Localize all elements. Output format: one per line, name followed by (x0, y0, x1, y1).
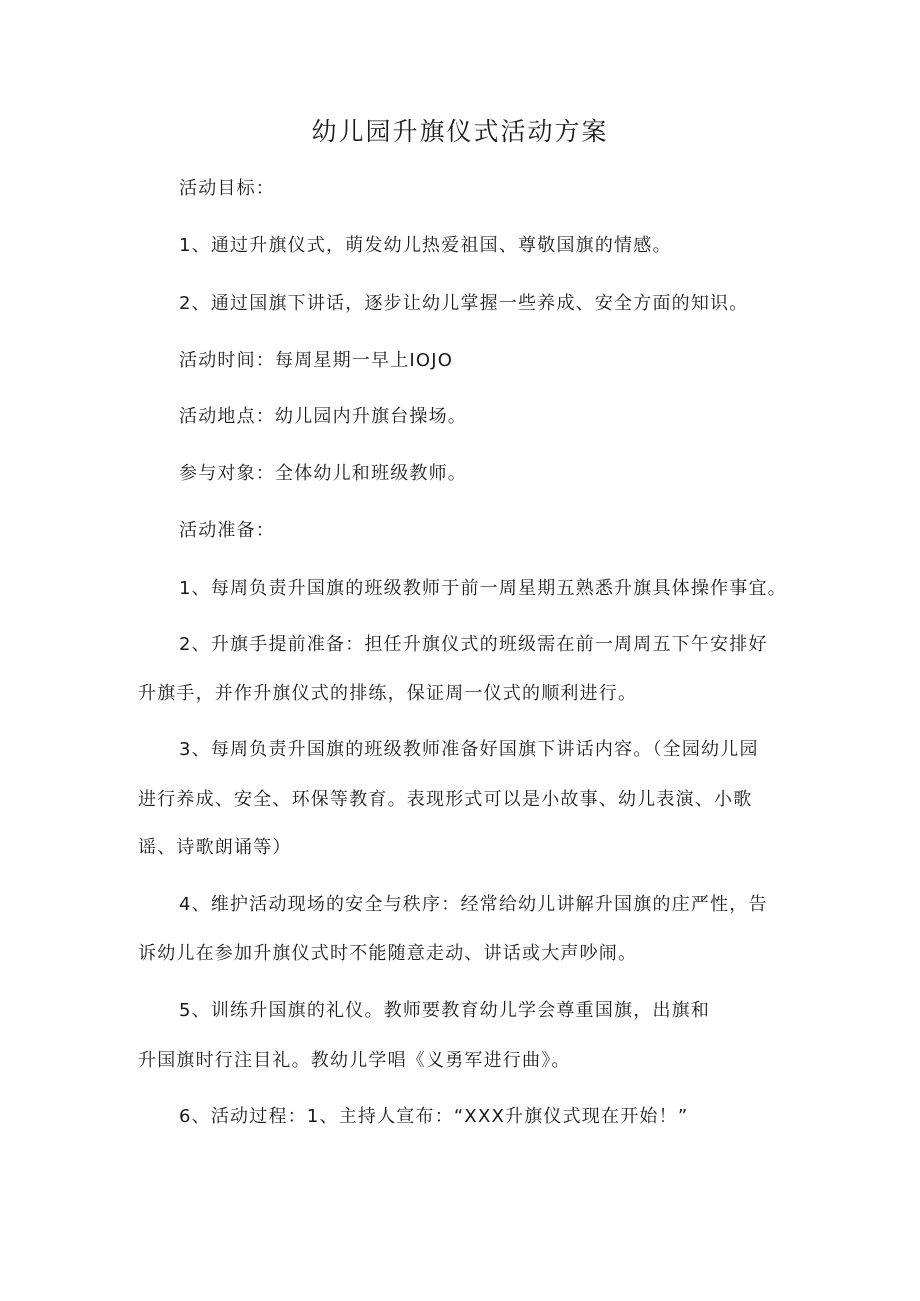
paragraph-line: 6、活动过程：1、主持人宣布：“XXX升旗仪式现在开始！” (179, 1106, 689, 1127)
document-title: 幼儿园升旗仪式活动方案 (311, 117, 609, 146)
paragraph-line: 2、升旗手提前准备：担任升旗仪式的班级需在前一周周五下午安排好 (179, 634, 768, 655)
paragraph-line: 5、训练升国旗的礼仪。教师要教育幼儿学会尊重国旗，出旗和 (179, 1000, 711, 1021)
paragraph-line: 谣、诗歌朗诵等） (138, 837, 292, 858)
paragraph-line: 进行养成、安全、环保等教育。表现形式可以是小故事、幼儿表演、小歌 (138, 789, 753, 810)
paragraph-line: 1、通过升旗仪式，萌发幼儿热爱祖国、尊敬国旗的情感。 (179, 235, 672, 256)
paragraph-line: 1、每周负责升国旗的班级教师于前一周星期五熟悉升旗具体操作事宜。 (179, 578, 787, 599)
paragraph-line: 3、每周负责升国旗的班级教师准备好国旗下讲话内容。（全园幼儿园 (179, 739, 759, 760)
activity-time-line: 活动时间：每周星期一早上IOJO (179, 350, 454, 371)
paragraph-line: 4、维护活动现场的安全与秩序：经常给幼儿讲解升国旗的庄严性，告 (179, 894, 768, 915)
section-heading-goals: 活动目标： (179, 178, 275, 199)
activity-location-line: 活动地点：幼儿园内升旗台操场。 (179, 406, 467, 427)
paragraph-line: 2、通过国旗下讲话，逐步让幼儿掌握一些养成、安全方面的知识。 (179, 293, 749, 314)
paragraph-line: 升国旗时行注目礼。教幼儿学唱《义勇军进行曲》。 (138, 1050, 571, 1071)
paragraph-line: 诉幼儿在参加升旗仪式时不能随意走动、讲话或大声吵闹。 (138, 943, 638, 964)
section-heading-preparation: 活动准备： (179, 520, 275, 541)
participants-line: 参与对象：全体幼儿和班级教师。 (179, 463, 467, 484)
paragraph-line: 升旗手，并作升旗仪式的排练，保证周一仪式的顺利进行。 (138, 683, 638, 704)
